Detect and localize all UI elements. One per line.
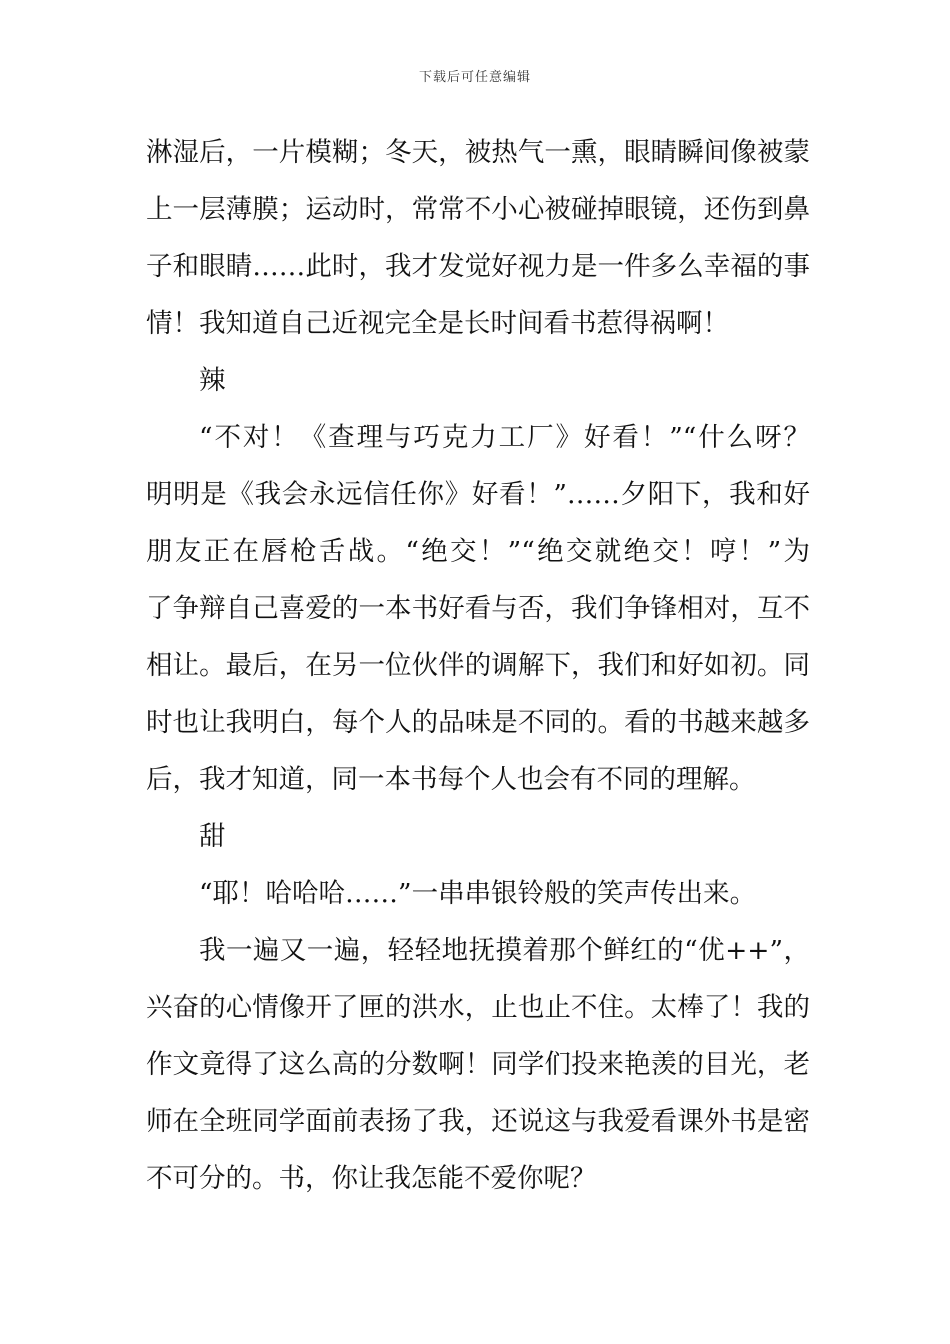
text-line: 兴奋的心情像开了匣的洪水，止也止不住。太棒了！我的 bbox=[146, 992, 810, 1023]
text-line: 淋湿后，一片模糊；冬天，被热气一熏，眼睛瞬间像被蒙 bbox=[146, 137, 810, 168]
text-line: 朋友正在唇枪舌战。“绝交！”“绝交就绝交！哼！”为 bbox=[146, 536, 810, 567]
text-line: 作文竟得了这么高的分数啊！同学们投来艳羡的目光，老 bbox=[146, 1049, 810, 1080]
text-line: 子和眼睛……此时，我才发觉好视力是一件多么幸福的事 bbox=[146, 251, 810, 282]
text-line: 了争辩自己喜爱的一本书好看与否，我们争锋相对，互不 bbox=[146, 593, 810, 624]
text-line: “不对！《查理与巧克力工厂》好看！”“什么呀？ bbox=[199, 422, 810, 453]
page-header: 下载后可任意编辑 bbox=[418, 70, 531, 85]
text-line: 不可分的。书，你让我怎能不爱你呢？ bbox=[146, 1163, 597, 1194]
section-heading-sweet: 甜 bbox=[199, 821, 226, 852]
text-line: 相让。最后，在另一位伙伴的调解下，我们和好如初。同 bbox=[146, 650, 810, 681]
text-line: 我一遍又一遍，轻轻地抚摸着那个鲜红的“优++”， bbox=[199, 935, 810, 966]
section-heading-spicy: 辣 bbox=[199, 365, 226, 396]
document-body bbox=[146, 124, 810, 1207]
text-line: 时也让我明白，每个人的品味是不同的。看的书越来越多 bbox=[146, 707, 810, 738]
text-line: 情！我知道自己近视完全是长时间看书惹得祸啊！ bbox=[146, 308, 729, 339]
text-line: 师在全班同学面前表扬了我，还说这与我爱看课外书是密 bbox=[146, 1106, 810, 1137]
text-line: 上一层薄膜；运动时，常常不小心被碰掉眼镜，还伤到鼻 bbox=[146, 194, 810, 225]
text-line: “耶！哈哈哈……”一串串银铃般的笑声传出来。 bbox=[199, 878, 757, 909]
text-line: 后，我才知道，同一本书每个人也会有不同的理解。 bbox=[146, 764, 756, 795]
text-line: 明明是《我会永远信任你》好看！”……夕阳下，我和好 bbox=[146, 479, 810, 510]
